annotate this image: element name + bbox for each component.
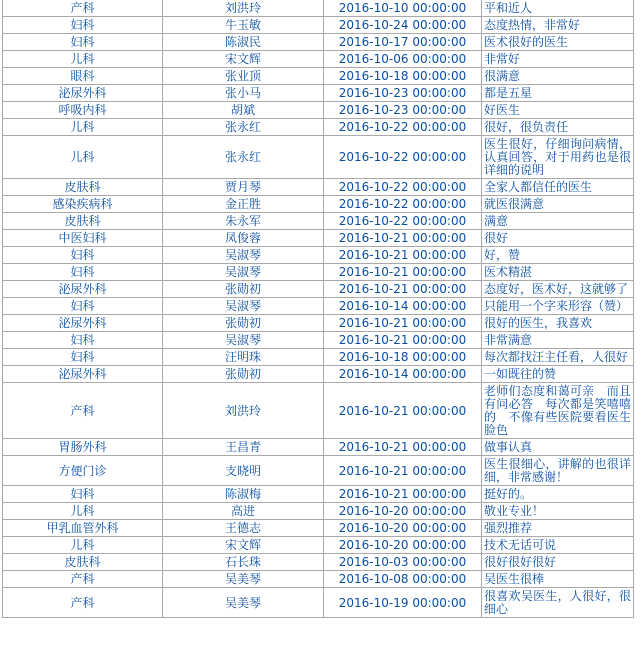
- dept-cell: 甲乳血管外科: [3, 520, 163, 537]
- time-cell: 2016-10-23 00:00:00: [324, 85, 482, 102]
- doctor-cell: 宋文辉: [163, 537, 324, 554]
- table-row: [3, 51, 634, 68]
- time-cell: 2016-10-21 00:00:00: [324, 230, 482, 247]
- dept-cell: 妇科: [3, 486, 163, 503]
- table-row: [3, 179, 634, 196]
- time-cell: 2016-10-21 00:00:00: [324, 383, 482, 439]
- time-cell: 2016-10-20 00:00:00: [324, 503, 482, 520]
- comment-cell: 医生很好，仔细询问病情，认真回答，对于用药也是很详细的说明: [482, 136, 634, 179]
- dept-cell: 妇科: [3, 17, 163, 34]
- dept-cell: 感染疾病科: [3, 196, 163, 213]
- comment-cell: 就医很满意: [482, 196, 634, 213]
- table-row: [3, 119, 634, 136]
- dept-cell: 妇科: [3, 34, 163, 51]
- comment-cell: 强烈推荐: [482, 520, 634, 537]
- doctor-cell: 支晓明: [163, 456, 324, 486]
- comment-cell: 态度好，医术好，这就够了: [482, 281, 634, 298]
- doctor-cell: 高进: [163, 503, 324, 520]
- doctor-cell: 张勋初: [163, 315, 324, 332]
- doctor-cell: 石长珠: [163, 554, 324, 571]
- time-cell: 2016-10-21 00:00:00: [324, 281, 482, 298]
- comment-cell: 很喜欢吴医生，人很好，很细心: [482, 588, 634, 618]
- time-cell: 2016-10-20 00:00:00: [324, 520, 482, 537]
- table-row: [3, 196, 634, 213]
- dept-cell: 妇科: [3, 298, 163, 315]
- table-row: [3, 230, 634, 247]
- comment-cell: 很好很好很好: [482, 554, 634, 571]
- time-cell: 2016-10-18 00:00:00: [324, 68, 482, 85]
- table-row: [3, 571, 634, 588]
- dept-cell: 产科: [3, 571, 163, 588]
- table-row: [3, 34, 634, 51]
- table-row: [3, 136, 634, 179]
- comment-cell: 态度热情，非常好: [482, 17, 634, 34]
- time-cell: 2016-10-22 00:00:00: [324, 136, 482, 179]
- doctor-cell: 刘洪玲: [163, 383, 324, 439]
- time-cell: 2016-10-14 00:00:00: [324, 298, 482, 315]
- time-cell: 2016-10-10 00:00:00: [324, 0, 482, 17]
- dept-cell: 儿科: [3, 503, 163, 520]
- table-row: [3, 332, 634, 349]
- doctor-cell: 吴淑琴: [163, 298, 324, 315]
- dept-cell: 产科: [3, 383, 163, 439]
- time-cell: 2016-10-23 00:00:00: [324, 102, 482, 119]
- comment-cell: 医术精湛: [482, 264, 634, 281]
- comment-cell: 挺好的。: [482, 486, 634, 503]
- doctor-cell: 吴美琴: [163, 588, 324, 618]
- table-row: [3, 537, 634, 554]
- dept-cell: 产科: [3, 588, 163, 618]
- table-row: [3, 17, 634, 34]
- time-cell: 2016-10-14 00:00:00: [324, 366, 482, 383]
- time-cell: 2016-10-22 00:00:00: [324, 179, 482, 196]
- doctor-cell: 吴淑琴: [163, 247, 324, 264]
- doctor-cell: 牛玉敏: [163, 17, 324, 34]
- table-row: [3, 68, 634, 85]
- table-row: [3, 247, 634, 264]
- comment-cell: 每次都找汪主任看，人很好: [482, 349, 634, 366]
- time-cell: 2016-10-22 00:00:00: [324, 196, 482, 213]
- dept-cell: 儿科: [3, 119, 163, 136]
- comment-cell: 很好的医生，我喜欢: [482, 315, 634, 332]
- dept-cell: 儿科: [3, 136, 163, 179]
- time-cell: 2016-10-19 00:00:00: [324, 588, 482, 618]
- comment-cell: 老师们态度和蔼可亲 而且有问必答 每次都是笑嘻嘻的 不像有些医院要看医生脸色: [482, 383, 634, 439]
- comment-cell: 一如既往的赞: [482, 366, 634, 383]
- time-cell: 2016-10-22 00:00:00: [324, 119, 482, 136]
- table-row: [3, 315, 634, 332]
- doctor-cell: 张业顶: [163, 68, 324, 85]
- doctor-cell: 胡斌: [163, 102, 324, 119]
- comment-cell: 很好，很负责任: [482, 119, 634, 136]
- comment-cell: 非常满意: [482, 332, 634, 349]
- table-row: [3, 486, 634, 503]
- doctor-cell: 张永红: [163, 136, 324, 179]
- dept-cell: 皮肤科: [3, 554, 163, 571]
- time-cell: 2016-10-21 00:00:00: [324, 439, 482, 456]
- table-row: [3, 264, 634, 281]
- dept-cell: 泌尿外科: [3, 281, 163, 298]
- table-row: [3, 85, 634, 102]
- doctor-cell: 朱永军: [163, 213, 324, 230]
- doctor-cell: 宋文辉: [163, 51, 324, 68]
- comment-cell: 吴医生很棒: [482, 571, 634, 588]
- time-cell: 2016-10-21 00:00:00: [324, 486, 482, 503]
- dept-cell: 眼科: [3, 68, 163, 85]
- dept-cell: 方便门诊: [3, 456, 163, 486]
- table-row: [3, 520, 634, 537]
- dept-cell: 泌尿外科: [3, 315, 163, 332]
- doctor-cell: 张勋初: [163, 366, 324, 383]
- comment-cell: 好医生: [482, 102, 634, 119]
- doctor-cell: 凤俊蓉: [163, 230, 324, 247]
- table-row: [3, 456, 634, 486]
- comment-cell: 技术无话可说: [482, 537, 634, 554]
- table-row: [3, 439, 634, 456]
- comment-cell: 医术很好的医生: [482, 34, 634, 51]
- table-row: [3, 0, 634, 17]
- comment-cell: 很满意: [482, 68, 634, 85]
- dept-cell: 胃肠外科: [3, 439, 163, 456]
- dept-cell: 皮肤科: [3, 213, 163, 230]
- comment-cell: 满意: [482, 213, 634, 230]
- time-cell: 2016-10-06 00:00:00: [324, 51, 482, 68]
- time-cell: 2016-10-08 00:00:00: [324, 571, 482, 588]
- table-row: [3, 366, 634, 383]
- table-row: [3, 102, 634, 119]
- time-cell: 2016-10-20 00:00:00: [324, 537, 482, 554]
- time-cell: 2016-10-03 00:00:00: [324, 554, 482, 571]
- time-cell: 2016-10-22 00:00:00: [324, 213, 482, 230]
- doctor-cell: 张勋初: [163, 281, 324, 298]
- comment-cell: 医生很细心，讲解的也很详细，非常感谢！: [482, 456, 634, 486]
- dept-cell: 妇科: [3, 264, 163, 281]
- dept-cell: 泌尿外科: [3, 366, 163, 383]
- dept-cell: 妇科: [3, 332, 163, 349]
- table-row: [3, 298, 634, 315]
- table-row: [3, 349, 634, 366]
- doctor-cell: 王德志: [163, 520, 324, 537]
- reviews-table-body: [3, 0, 634, 618]
- table-row: [3, 281, 634, 298]
- comment-cell: 做事认真: [482, 439, 634, 456]
- time-cell: 2016-10-18 00:00:00: [324, 349, 482, 366]
- table-row: [3, 503, 634, 520]
- dept-cell: 儿科: [3, 51, 163, 68]
- comment-cell: 很好: [482, 230, 634, 247]
- doctor-cell: 金正胜: [163, 196, 324, 213]
- table-row: [3, 588, 634, 618]
- time-cell: 2016-10-24 00:00:00: [324, 17, 482, 34]
- dept-cell: 妇科: [3, 247, 163, 264]
- dept-cell: 产科: [3, 0, 163, 17]
- comment-cell: 平和近人: [482, 0, 634, 17]
- doctor-cell: 陈淑民: [163, 34, 324, 51]
- doctor-cell: 张小马: [163, 85, 324, 102]
- doctor-cell: 吴淑琴: [163, 264, 324, 281]
- dept-cell: 皮肤科: [3, 179, 163, 196]
- doctor-cell: 汪明珠: [163, 349, 324, 366]
- doctor-cell: 陈淑梅: [163, 486, 324, 503]
- doctor-cell: 张永红: [163, 119, 324, 136]
- table-row: [3, 383, 634, 439]
- doctor-cell: 王昌青: [163, 439, 324, 456]
- time-cell: 2016-10-21 00:00:00: [324, 247, 482, 264]
- comment-cell: 全家人都信任的医生: [482, 179, 634, 196]
- dept-cell: 呼吸内科: [3, 102, 163, 119]
- time-cell: 2016-10-17 00:00:00: [324, 34, 482, 51]
- doctor-cell: 吴美琴: [163, 571, 324, 588]
- dept-cell: 泌尿外科: [3, 85, 163, 102]
- time-cell: 2016-10-21 00:00:00: [324, 264, 482, 281]
- time-cell: 2016-10-21 00:00:00: [324, 456, 482, 486]
- table-row: [3, 213, 634, 230]
- comment-cell: 只能用一个字来形容（赞）: [482, 298, 634, 315]
- time-cell: 2016-10-21 00:00:00: [324, 332, 482, 349]
- dept-cell: 妇科: [3, 349, 163, 366]
- comment-cell: 敬业专业！: [482, 503, 634, 520]
- comment-cell: 非常好: [482, 51, 634, 68]
- doctor-cell: 贾月琴: [163, 179, 324, 196]
- doctor-cell: 刘洪玲: [163, 0, 324, 17]
- doctor-cell: 吴淑琴: [163, 332, 324, 349]
- dept-cell: 中医妇科: [3, 230, 163, 247]
- reviews-table: [2, 0, 634, 618]
- time-cell: 2016-10-21 00:00:00: [324, 315, 482, 332]
- dept-cell: 儿科: [3, 537, 163, 554]
- table-row: [3, 554, 634, 571]
- comment-cell: 都是五星: [482, 85, 634, 102]
- comment-cell: 好，赞: [482, 247, 634, 264]
